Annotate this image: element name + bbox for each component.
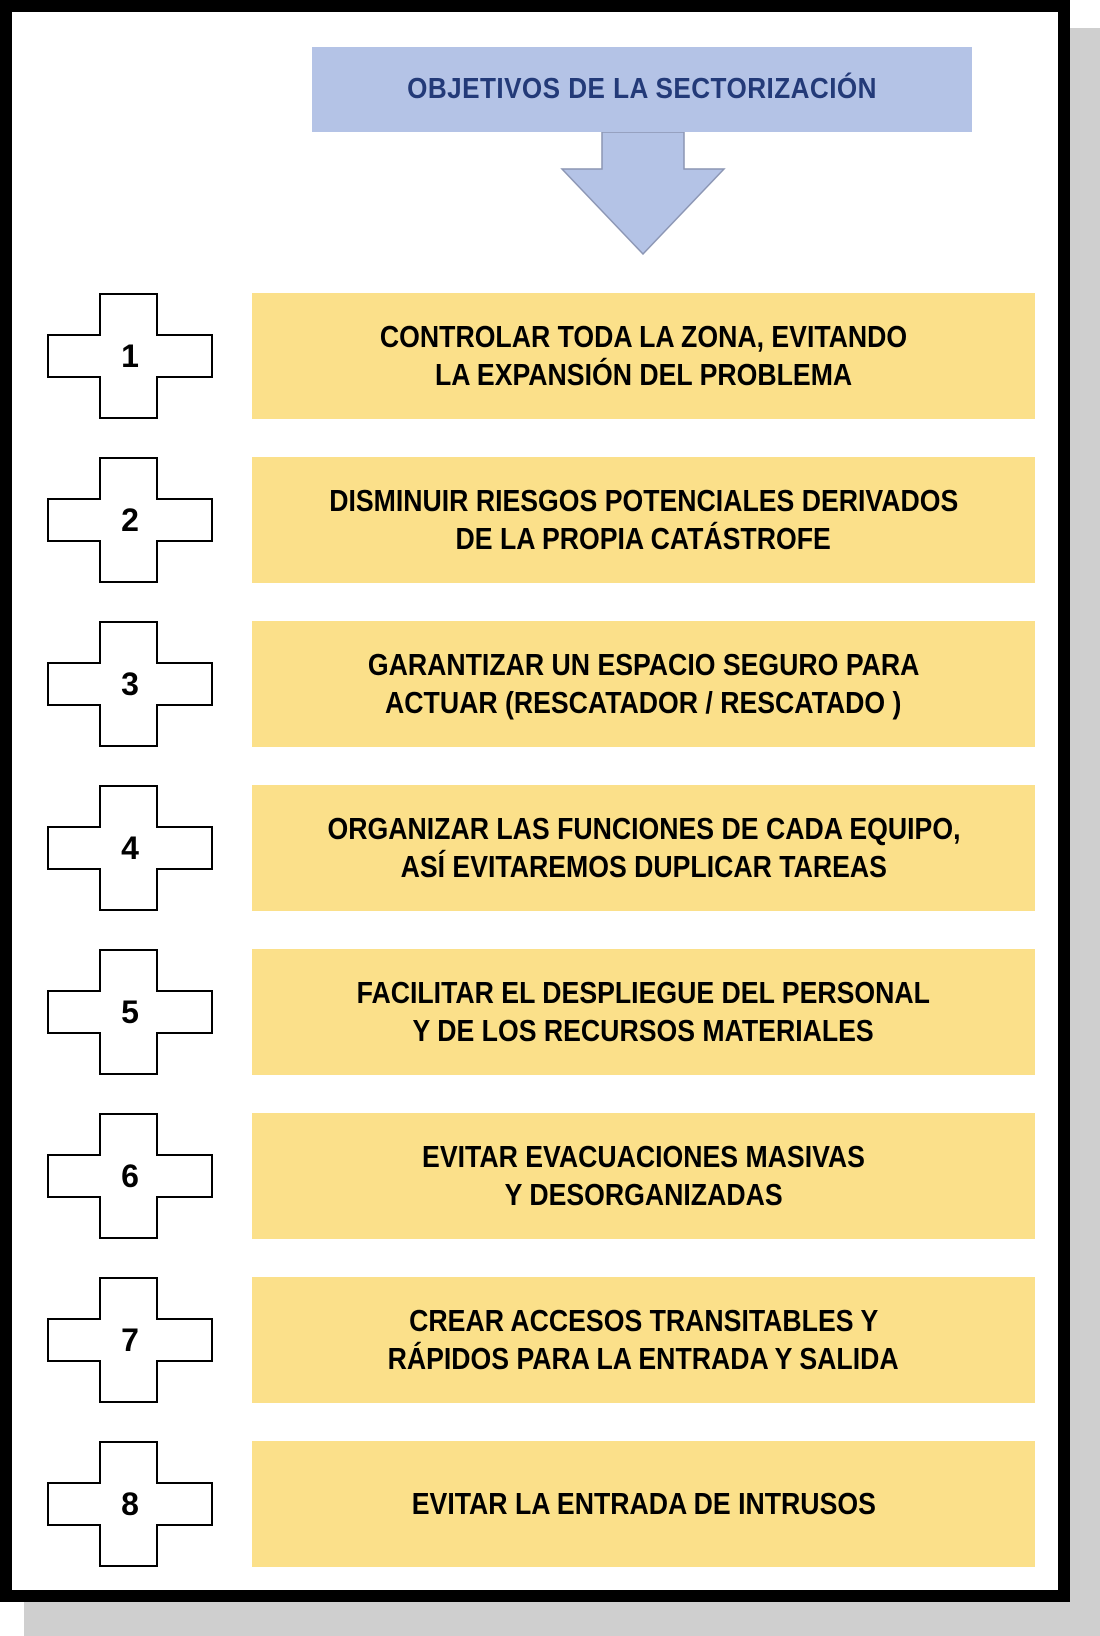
objective-number: 6 (121, 1157, 139, 1194)
objective-box (252, 293, 1035, 419)
objective-number: 7 (121, 1321, 139, 1358)
objective-box (252, 785, 1035, 911)
objective-line-1: GARANTIZAR UN ESPACIO SEGURO PARA (367, 647, 920, 682)
objective-number: 5 (121, 993, 139, 1030)
objective-line-2: Y DE LOS RECURSOS MATERIALES (412, 1013, 875, 1048)
objective-line-2: ACTUAR (RESCATADOR / RESCATADO ) (385, 685, 902, 720)
objective-line-1: CREAR ACCESOS TRANSITABLES Y (408, 1303, 879, 1338)
objective-line-1: CONTROLAR TODA LA ZONA, EVITANDO (379, 319, 908, 354)
down-arrow-icon (558, 132, 728, 258)
number-cross-icon (47, 293, 213, 424)
objective-line-2: RÁPIDOS PARA LA ENTRADA Y SALIDA (387, 1341, 900, 1376)
objective-number: 2 (121, 501, 139, 538)
title-box (312, 47, 972, 132)
objective-box (252, 457, 1035, 583)
objective-box (252, 1441, 1035, 1567)
objective-box (252, 621, 1035, 747)
objective-line-1: ORGANIZAR LAS FUNCIONES DE CADA EQUIPO, (327, 811, 960, 846)
number-cross-icon (47, 457, 213, 588)
number-cross-icon (47, 949, 213, 1080)
objective-number: 4 (121, 829, 139, 866)
number-cross-icon (47, 621, 213, 752)
objective-line-2: DE LA PROPIA CATÁSTROFE (455, 521, 832, 556)
objective-number: 1 (121, 337, 139, 374)
objective-line-2: Y DESORGANIZADAS (504, 1177, 783, 1212)
objective-line-1: EVITAR LA ENTRADA DE INTRUSOS (411, 1486, 876, 1521)
objective-box (252, 1113, 1035, 1239)
number-cross-icon (47, 1441, 213, 1572)
diagram-title: OBJETIVOS DE LA SECTORIZACIÓN (407, 73, 877, 105)
number-cross-icon (47, 1277, 213, 1408)
objective-box (252, 949, 1035, 1075)
objective-line-1: DISMINUIR RIESGOS POTENCIALES DERIVADOS (328, 483, 959, 518)
objective-line-1: EVITAR EVACUACIONES MASIVAS (422, 1139, 865, 1174)
objective-line-2: ASÍ EVITAREMOS DUPLICAR TAREAS (400, 849, 887, 884)
objective-line-1: FACILITAR EL DESPLIEGUE DEL PERSONAL (356, 975, 931, 1010)
objective-line-2: LA EXPANSIÓN DEL PROBLEMA (434, 357, 853, 392)
number-cross-icon (47, 785, 213, 916)
objective-number: 3 (121, 665, 139, 702)
number-cross-icon (47, 1113, 213, 1244)
objective-number: 8 (121, 1485, 139, 1522)
objective-box (252, 1277, 1035, 1403)
